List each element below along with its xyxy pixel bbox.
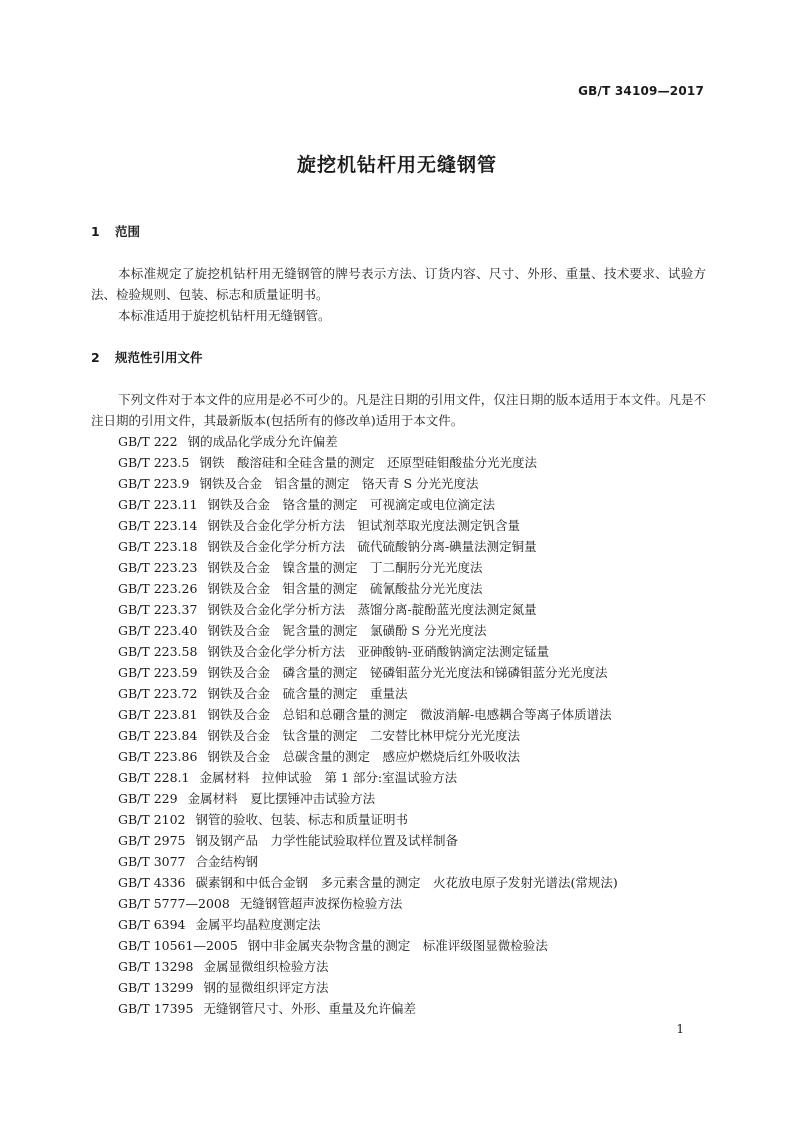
reference-item: [118, 788, 618, 809]
reference-item: [118, 956, 618, 977]
reference-title: 钢铁及合金 钛含量的测定 二安替比林甲烷分光光度法: [207, 728, 520, 743]
section-1-number: 1: [91, 224, 100, 239]
reference-code: GB/T 222: [118, 434, 178, 449]
reference-item: [118, 872, 618, 893]
reference-code: GB/T 4336: [118, 875, 186, 890]
reference-title: 钢的显微组织评定方法: [203, 980, 329, 995]
reference-title: 金属材料 夏比摆锤冲击试验方法: [187, 791, 376, 806]
reference-item: [118, 473, 618, 494]
reference-code: GB/T 223.14: [118, 518, 198, 533]
reference-code: GB/T 223.58: [118, 644, 198, 659]
reference-code: GB/T 13299: [118, 980, 194, 995]
reference-code: GB/T 223.11: [118, 497, 198, 512]
reference-item: [118, 746, 618, 767]
reference-code: GB/T 6394: [118, 917, 186, 932]
reference-title: 钢铁及合金 总铝和总硼含量的测定 微波消解-电感耦合等离子体质谱法: [207, 707, 612, 722]
reference-item: [118, 515, 618, 536]
reference-title: 钢铁及合金化学分析方法 亚砷酸钠-亚硝酸钠滴定法测定锰量: [207, 644, 550, 659]
reference-title: 钢铁及合金化学分析方法 蒸馏分离-靛酚蓝光度法测定氮量: [207, 602, 537, 617]
reference-item: [118, 851, 618, 872]
standard-code: GB/T 34109—2017: [578, 84, 704, 98]
reference-title: 钢铁及合金 镍含量的测定 丁二酮肟分光光度法: [207, 560, 483, 575]
reference-title: 金属平均晶粒度测定法: [195, 917, 321, 932]
reference-code: GB/T 228.1: [118, 770, 190, 785]
reference-item: [118, 494, 618, 515]
reference-title: 钢铁及合金 铬含量的测定 可视滴定或电位滴定法: [207, 497, 495, 512]
reference-title: 钢铁及合金 铝含量的测定 铬天青 S 分光光度法: [199, 476, 479, 491]
reference-item: [118, 830, 618, 851]
document-title: 旋挖机钻杆用无缝钢管: [296, 154, 497, 176]
reference-code: GB/T 223.59: [118, 665, 198, 680]
reference-item: [118, 893, 618, 914]
section-2-heading: [91, 348, 203, 366]
reference-code: GB/T 17395: [118, 1001, 194, 1016]
reference-item: [118, 977, 618, 998]
reference-title: 钢铁及合金 磷含量的测定 铋磷钼蓝分光光度法和锑磷钼蓝分光光度法: [207, 665, 608, 680]
reference-code: GB/T 223.26: [118, 581, 198, 596]
reference-title: 钢铁及合金化学分析方法 钽试剂萃取光度法测定钒含量: [207, 518, 520, 533]
reference-code: GB/T 13298: [118, 959, 194, 974]
references-intro: 下列文件对于本文件的应用是必不可少的。凡是注日期的引用文件，仅注日期的版本适用于本文件。凡是不注日期的引用文件，其最新版本(包括所有的修改单)适用于本文件。: [91, 392, 706, 428]
reference-item: [118, 914, 618, 935]
reference-title: 金属显微组织检验方法: [203, 959, 329, 974]
reference-item: [118, 935, 618, 956]
reference-code: GB/T 223.84: [118, 728, 198, 743]
reference-title: 无缝钢管超声波探伤检验方法: [239, 896, 403, 911]
reference-item: [118, 704, 618, 725]
reference-title: 钢铁及合金 钼含量的测定 硫氰酸盐分光光度法: [207, 581, 483, 596]
reference-code: GB/T 2102: [118, 812, 186, 827]
reference-item: [118, 431, 618, 452]
reference-code: GB/T 223.40: [118, 623, 198, 638]
reference-title: 无缝钢管尺寸、外形、重量及允许偏差: [203, 1001, 416, 1016]
reference-item: [118, 599, 618, 620]
reference-code: GB/T 223.18: [118, 539, 198, 554]
reference-item: [118, 578, 618, 599]
reference-title: 钢中非金属夹杂物含量的测定 标准评级图显微检验法: [247, 938, 548, 953]
reference-title: 钢铁及合金化学分析方法 硫代硫酸钠分离-碘量法测定铜量: [207, 539, 537, 554]
reference-item: [118, 452, 618, 473]
reference-code: GB/T 5777—2008: [118, 896, 230, 911]
reference-item: [118, 620, 618, 641]
scope-paragraph-2: 本标准适用于旋挖机钻杆用无缝钢管。: [118, 308, 331, 323]
reference-code: GB/T 3077: [118, 854, 186, 869]
reference-title: 钢及钢产品 力学性能试验取样位置及试样制备: [195, 833, 459, 848]
reference-code: GB/T 223.37: [118, 602, 198, 617]
reference-title: 钢铁及合金 总碳含量的测定 感应炉燃烧后红外吸收法: [207, 749, 520, 764]
page-number: 1: [676, 1022, 684, 1036]
reference-item: [118, 683, 618, 704]
reference-code: GB/T 223.9: [118, 476, 190, 491]
reference-item: [118, 998, 618, 1019]
reference-code: GB/T 229: [118, 791, 178, 806]
reference-item: [118, 641, 618, 662]
section-2-number: 2: [91, 350, 100, 365]
reference-title: 钢管的验收、包装、标志和质量证明书: [195, 812, 409, 827]
reference-code: GB/T 223.5: [118, 455, 190, 470]
reference-item: [118, 536, 618, 557]
reference-item: [118, 767, 618, 788]
reference-code: GB/T 223.81: [118, 707, 198, 722]
reference-item: [118, 725, 618, 746]
section-1-title: 范围: [115, 224, 141, 239]
reference-title: 钢铁及合金 铌含量的测定 氯磺酚 S 分光光度法: [207, 623, 487, 638]
reference-code: GB/T 10561—2005: [118, 938, 238, 953]
reference-item: [118, 809, 618, 830]
section-2-title: 规范性引用文件: [115, 350, 203, 365]
reference-code: GB/T 223.23: [118, 560, 198, 575]
reference-code: GB/T 2975: [118, 833, 186, 848]
reference-code: GB/T 223.86: [118, 749, 198, 764]
reference-title: 金属材料 拉伸试验 第 1 部分:室温试验方法: [199, 770, 458, 785]
scope-paragraph-1: 本标准规定了旋挖机钻杆用无缝钢管的牌号表示方法、订货内容、尺寸、外形、重量、技术要求、试验方法、检验规则、包装、标志和质量证明书。: [91, 266, 706, 302]
reference-title: 钢铁及合金 硫含量的测定 重量法: [207, 686, 408, 701]
reference-title: 钢铁 酸溶硅和全硅含量的测定 还原型硅钼酸盐分光光度法: [199, 455, 537, 470]
reference-title: 合金结构钢: [195, 854, 259, 869]
reference-item: [118, 557, 618, 578]
reference-list: [118, 431, 618, 1019]
section-1-heading: [91, 222, 140, 240]
reference-code: GB/T 223.72: [118, 686, 198, 701]
reference-item: [118, 662, 618, 683]
reference-title: 碳素钢和中低合金钢 多元素含量的测定 火花放电原子发射光谱法(常规法): [195, 875, 618, 890]
reference-title: 钢的成品化学成分允许偏差: [187, 434, 338, 449]
